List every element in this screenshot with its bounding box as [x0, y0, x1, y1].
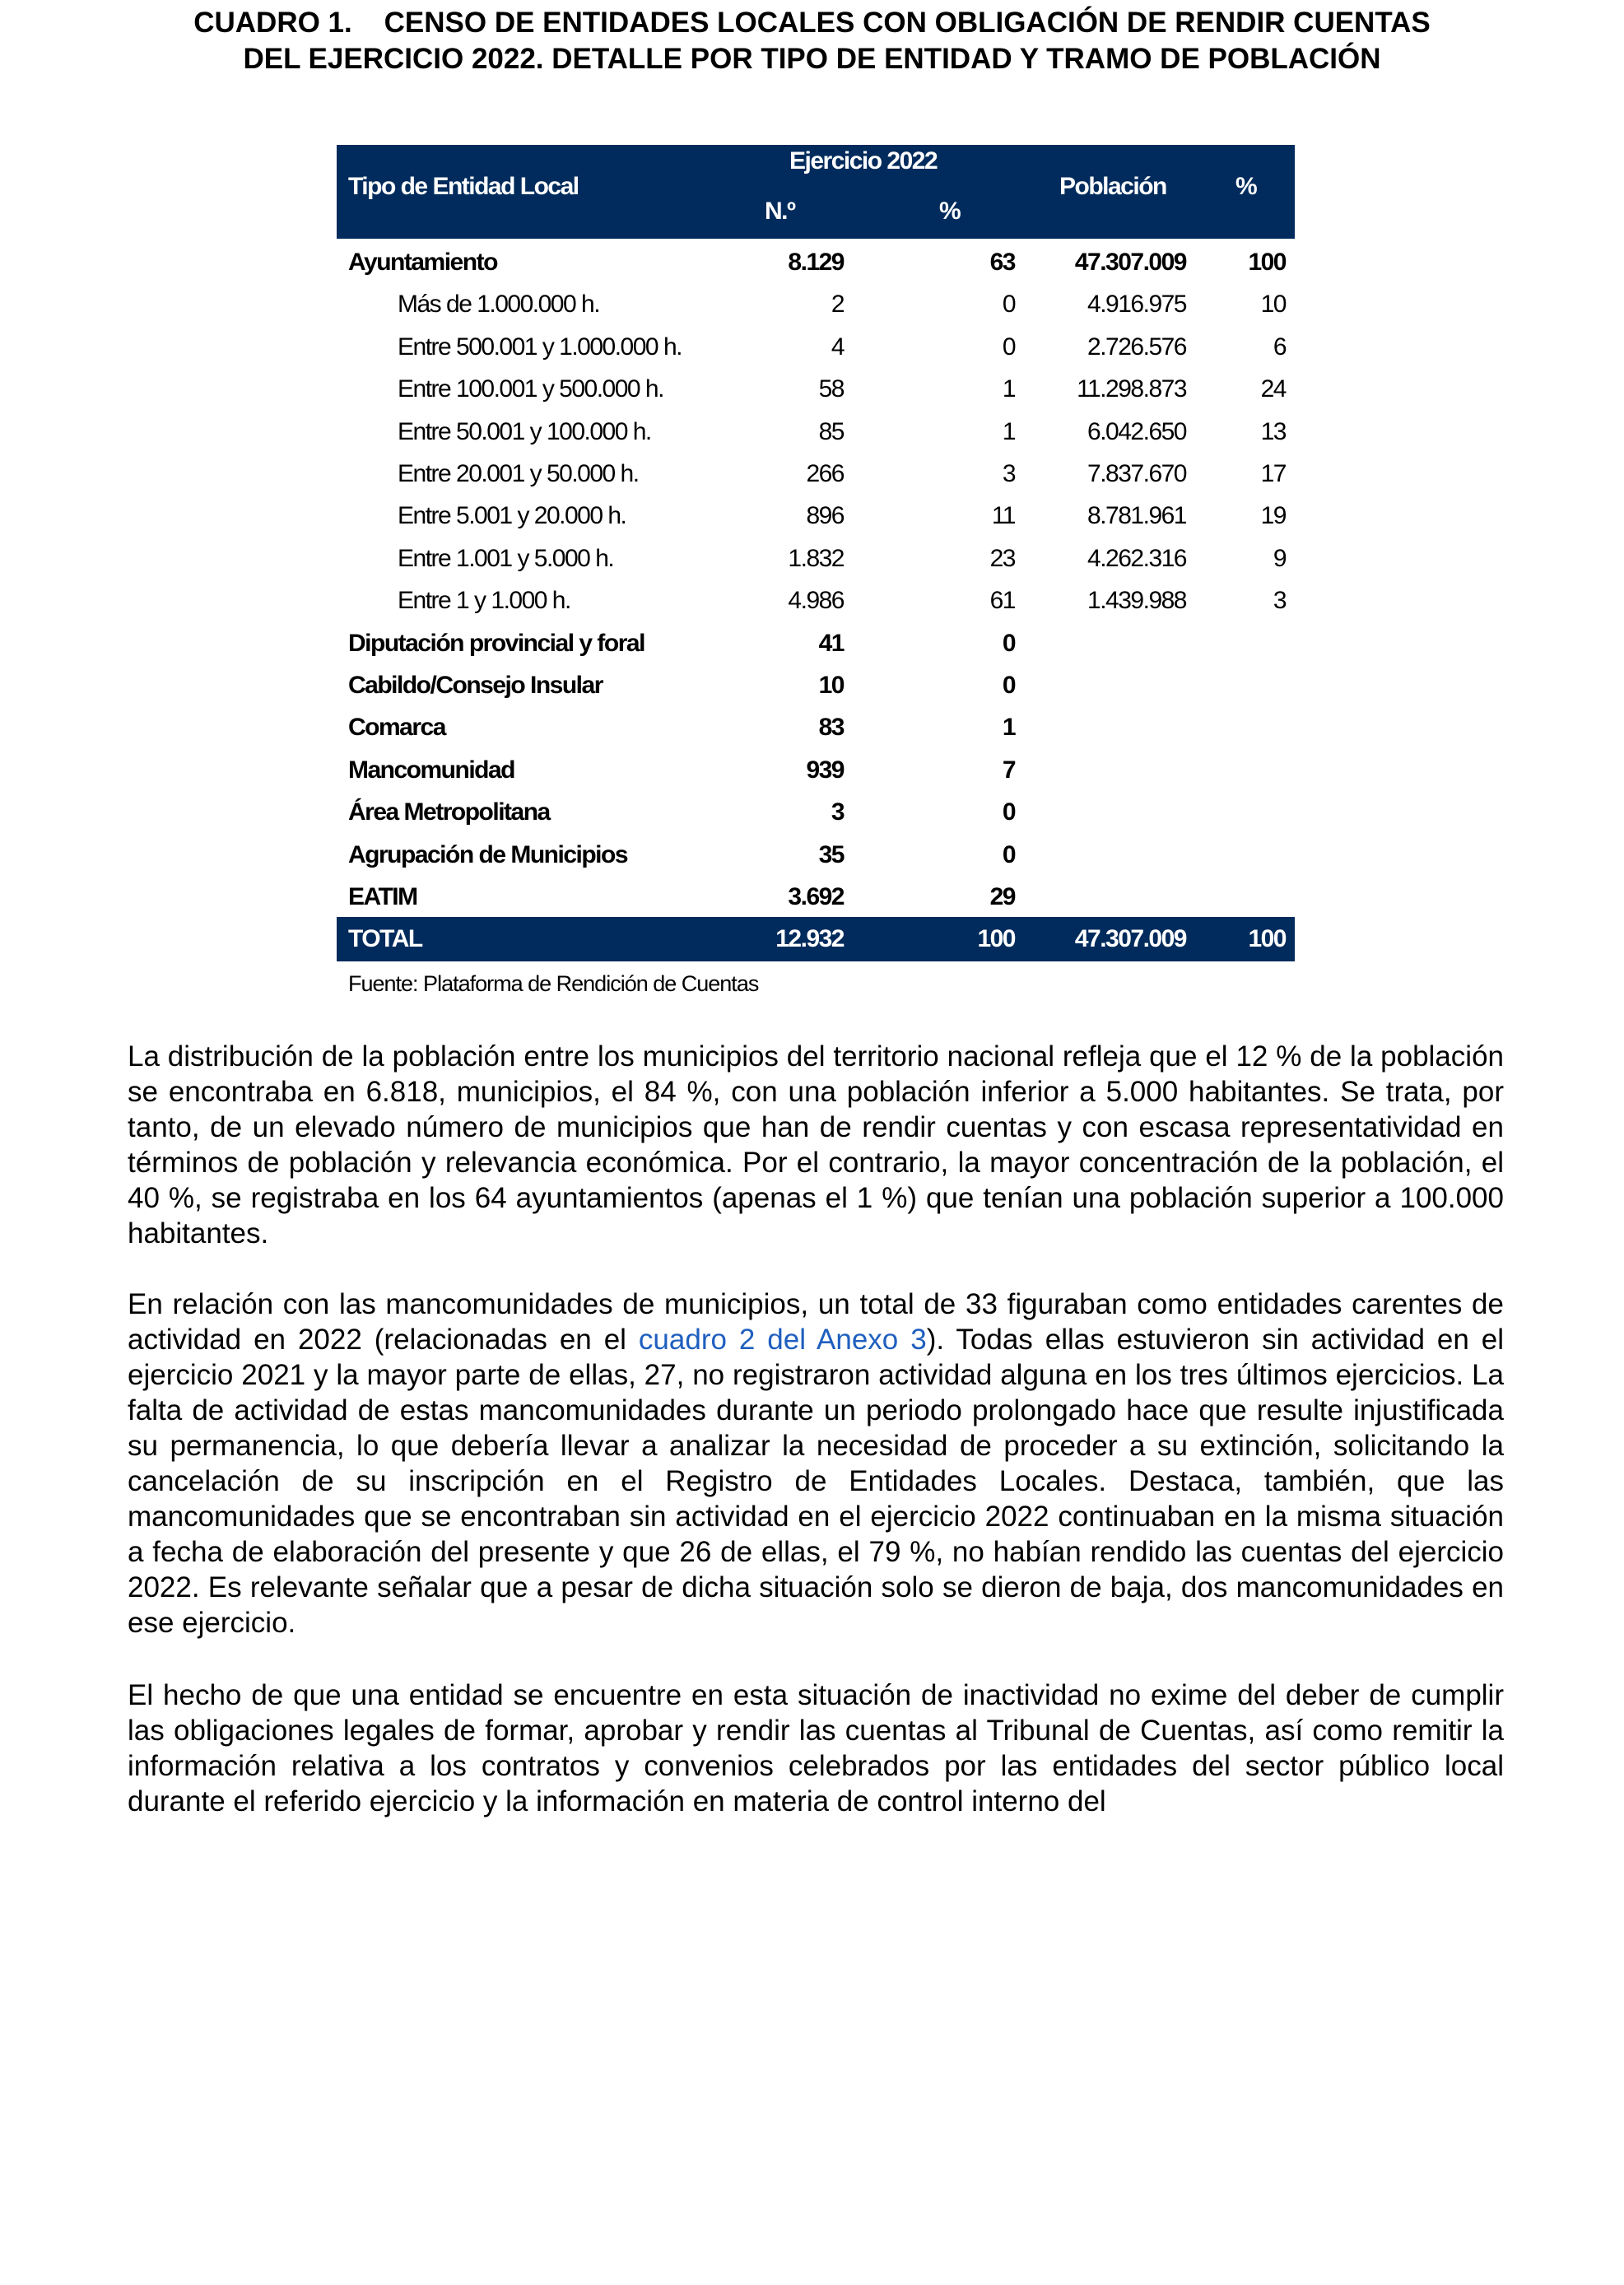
table-title-line1: CUADRO 1. CENSO DE ENTIDADES LOCALES CON OBLIGACIÓN DE RENDIR CUENTAS: [193, 7, 1431, 39]
row-pct: 0: [1002, 333, 1015, 361]
row-label: EATIM: [348, 883, 417, 910]
row-pct-poblacion: 10: [1260, 291, 1286, 319]
row-n: 83: [818, 714, 844, 742]
table-row: [337, 665, 1295, 707]
row-poblacion: 4.262.316: [1087, 544, 1186, 572]
row-n: 58: [818, 375, 844, 403]
header-ejercicio: Ejercicio 2022: [789, 147, 938, 175]
table-row: [337, 412, 1295, 454]
total-label: TOTAL: [348, 925, 422, 952]
row-poblacion: 47.307.009: [1074, 249, 1186, 276]
annex-link[interactable]: cuadro 2 del Anexo 3: [638, 1324, 927, 1356]
row-label: Entre 1 y 1.000 h.: [398, 587, 570, 615]
row-label: Entre 100.001 y 500.000 h.: [398, 375, 663, 403]
row-pct: 1: [1002, 375, 1015, 403]
row-n: 896: [806, 502, 844, 530]
table-total-row: [337, 917, 1295, 961]
row-label: Entre 500.001 y 1.000.000 h.: [398, 333, 682, 361]
row-poblacion: 4.916.975: [1087, 291, 1186, 319]
header-pct-poblacion: %: [1235, 173, 1257, 200]
table-title: [0, 5, 1624, 77]
row-n: 939: [806, 756, 844, 784]
header-numero: N.º: [765, 198, 795, 225]
row-label: Entre 20.001 y 50.000 h.: [398, 460, 639, 487]
row-pct: 0: [1002, 629, 1015, 657]
row-label: Entre 1.001 y 5.000 h.: [398, 544, 614, 572]
row-n: 4.986: [788, 587, 844, 615]
row-pct: 63: [989, 249, 1015, 276]
header-poblacion: Población: [1059, 173, 1166, 200]
row-label: Entre 50.001 y 100.000 h.: [398, 417, 651, 445]
row-label: Más de 1.000.000 h.: [398, 291, 600, 319]
row-n: 3: [831, 798, 844, 826]
table-row: [337, 369, 1295, 411]
table-row: [337, 580, 1295, 622]
table-row: [337, 538, 1295, 580]
row-n: 10: [818, 672, 844, 699]
row-poblacion: 11.298.873: [1077, 375, 1186, 403]
row-poblacion: 8.781.961: [1087, 502, 1186, 530]
row-label: Ayuntamiento: [348, 249, 497, 276]
row-pct: 61: [989, 587, 1015, 615]
row-poblacion: 1.439.988: [1087, 587, 1186, 615]
row-pct-poblacion: 9: [1273, 544, 1286, 572]
row-poblacion: 2.726.576: [1087, 333, 1186, 361]
total-pct-poblacion: 100: [1248, 925, 1286, 952]
table-row: [337, 284, 1295, 326]
row-pct-poblacion: 19: [1260, 502, 1286, 530]
row-pct-poblacion: 17: [1260, 460, 1286, 487]
header-pct: %: [939, 198, 961, 225]
total-n: 12.932: [775, 925, 844, 952]
row-pct: 29: [989, 883, 1015, 910]
paragraph-2-text-cont: ). Todas ellas estuvieron sin actividad en el ejercicio 2021 y la mayor parte de ellas, 27, no registraron actividad alguna en los tres últimos ejercicios. La falta de actividad de estas mancomunidades durante un periodo prolongado hace que resulte injustificada su permanencia, lo que debería llevar a analizar la necesidad de proceder a su extinción, solicitando la cancelación de su inscripción en el Registro de Entidades Locales. Destaca, también, que las mancomunidades que se encontraban sin actividad en el ejercicio 2022 continuaban en la misma situación a fecha de elaboración del presente y que 26 de ellas, el 79 %, no habían rendido las cuentas del ejercicio 2022. Es relevante señalar que a pesar de dicha situación solo se dieron de baja, dos mancomunidades en ese ejercicio.: [128, 1324, 1504, 1639]
row-pct: 11: [991, 502, 1015, 530]
paragraph-3: El hecho de que una entidad se encuentre en esta situación de inactividad no exime del deber de cumplir las obligaciones legales de formar, aprobar y rendir las cuentas al Tribunal de Cuentas, así como remitir la información relativa a los contratos y convenios celebrados por las entidades del sector público local durante el referido ejercicio y la información en materia de control interno del: [128, 1679, 1504, 1817]
table-header: [337, 145, 1295, 239]
row-label: Agrupación de Municipios: [348, 840, 628, 868]
row-poblacion: 7.837.670: [1087, 460, 1186, 487]
table-row: [337, 835, 1295, 877]
row-pct: 0: [1002, 291, 1015, 319]
table-row: [337, 496, 1295, 538]
table-row: [337, 877, 1295, 919]
row-n: 2: [831, 291, 844, 319]
row-pct: 7: [1002, 756, 1015, 784]
row-poblacion: 6.042.650: [1087, 417, 1186, 445]
table-row: [337, 242, 1295, 284]
row-pct: 0: [1002, 840, 1015, 868]
row-n: 1.832: [788, 544, 844, 572]
row-n: 8.129: [788, 249, 844, 276]
paragraph-2: [128, 1287, 1504, 1640]
row-n: 266: [806, 460, 844, 487]
row-pct: 3: [1002, 460, 1015, 487]
row-pct: 23: [989, 544, 1015, 572]
table-row: [337, 750, 1295, 792]
row-pct-poblacion: 3: [1273, 587, 1286, 615]
header-tipo: Tipo de Entidad Local: [348, 173, 579, 200]
row-label: Diputación provincial y foral: [348, 629, 644, 657]
row-label: Comarca: [348, 714, 445, 742]
table-row: [337, 623, 1295, 665]
table-row: [337, 327, 1295, 369]
row-pct-poblacion: 13: [1260, 417, 1286, 445]
row-pct: 0: [1002, 798, 1015, 826]
row-pct: 0: [1002, 672, 1015, 699]
table-row: [337, 454, 1295, 496]
row-pct-poblacion: 24: [1260, 375, 1286, 403]
row-n: 85: [818, 417, 844, 445]
table-title-line2: DEL EJERCICIO 2022. DETALLE POR TIPO DE ENTIDAD Y TRAMO DE POBLACIÓN: [243, 43, 1381, 75]
row-n: 4: [831, 333, 844, 361]
table-source: Fuente: Plataforma de Rendición de Cuentas: [348, 971, 759, 996]
row-n: 35: [818, 840, 844, 868]
row-pct: 1: [1002, 417, 1015, 445]
row-n: 41: [818, 629, 844, 657]
row-n: 3.692: [788, 883, 844, 910]
paragraph-1: La distribución de la población entre los municipios del territorio nacional refleja que el 12 % de la población se encontraba en 6.818, municipios, el 84 %, con una población inferior a 5.000 habitantes. Se trata, por tanto, de un elevado número de municipios que han de rendir cuentas y con escasa representatividad en términos de población y relevancia económica. Por el contrario, la mayor concentración de la población, el 40 %, se registraba en los 64 ayuntamientos (apenas el 1 %) que tenían una población superior a 100.000 habitantes.: [128, 1040, 1504, 1250]
row-pct-poblacion: 100: [1248, 249, 1286, 276]
paragraph-2-text: En relación con las mancomunidades de municipios, un total de 33 figuraban como entidades carentes de actividad en 2022 (relacionadas en el: [128, 1288, 1504, 1356]
table-row: [337, 707, 1295, 749]
total-pct: 100: [977, 925, 1015, 952]
row-label: Mancomunidad: [348, 756, 515, 784]
row-pct: 1: [1002, 714, 1015, 742]
table-row: [337, 792, 1295, 834]
row-label: Entre 5.001 y 20.000 h.: [398, 502, 626, 530]
row-label: Cabildo/Consejo Insular: [348, 672, 603, 699]
row-pct-poblacion: 6: [1273, 333, 1286, 361]
total-poblacion: 47.307.009: [1074, 925, 1186, 952]
row-label: Área Metropolitana: [348, 798, 550, 826]
